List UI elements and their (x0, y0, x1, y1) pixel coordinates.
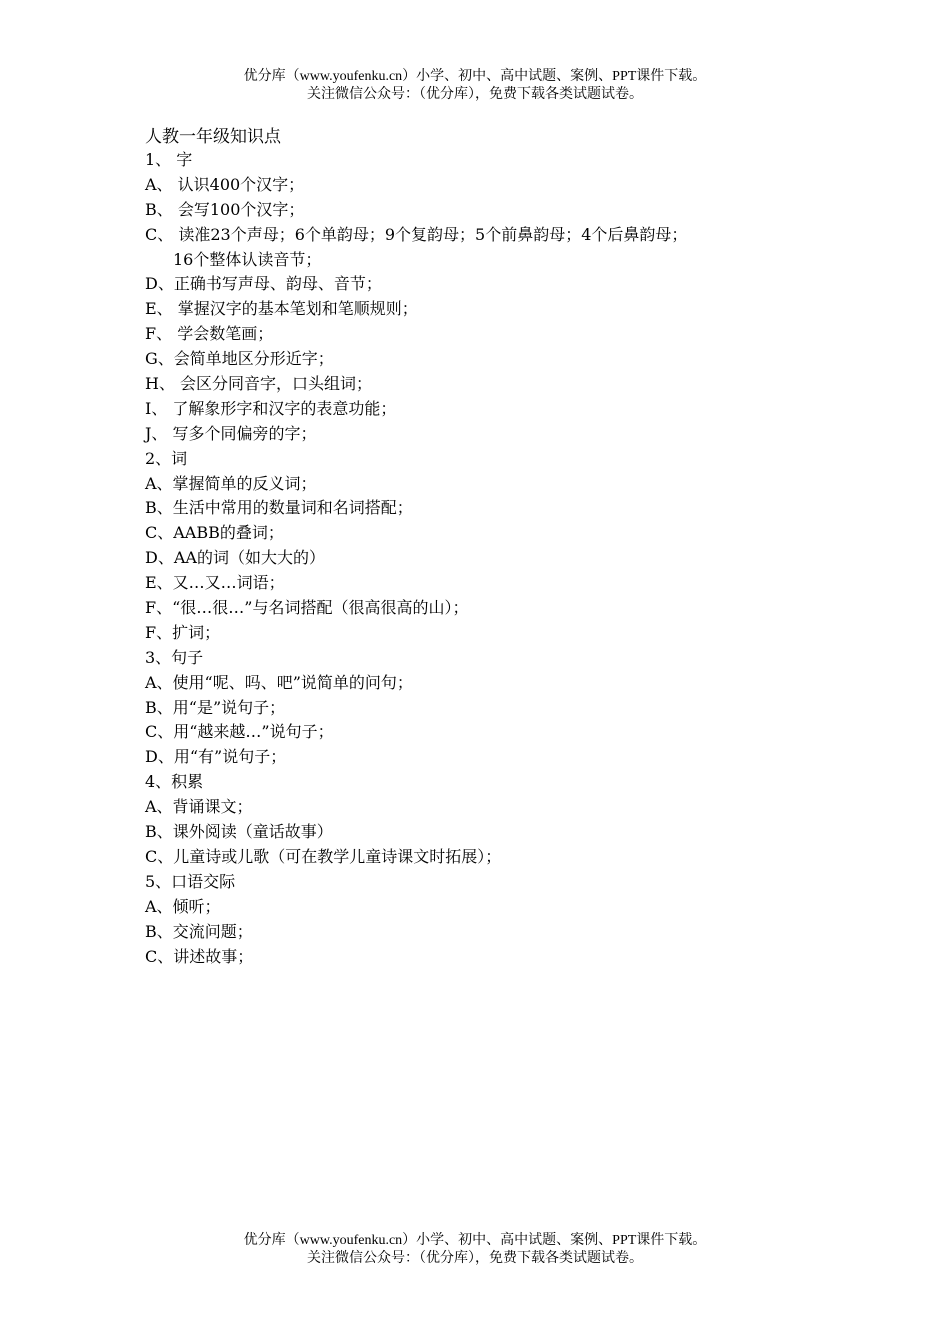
list-item: I、 了解象形字和汉字的表意功能； (145, 398, 397, 418)
list-item: E、 掌握汉字的基本笔划和笔顺规则； (145, 299, 418, 319)
header-line-2: 关注微信公众号：（优分库），免费下载各类试题试卷。 (307, 87, 643, 102)
list-item: F、“很…很…”与名词搭配（很高很高的山）； (145, 598, 469, 618)
list-item: F、 学会数笔画； (145, 324, 274, 344)
list-item: A、 认识400个汉字； (145, 174, 305, 194)
list-item: H、 会区分同音字，口头组词； (145, 374, 373, 394)
section-heading-accumulation: 4、积累 (145, 772, 204, 792)
list-item: D、AA的词（如大大的） (145, 548, 325, 568)
footer-line-2: 关注微信公众号：（优分库），免费下载各类试题试卷。 (307, 1251, 643, 1266)
document-title: 人教一年级知识点 (145, 127, 281, 147)
page-footer (0, 1232, 950, 1268)
section-heading-sentences: 3、句子 (145, 647, 204, 667)
list-item: E、又…又…词语； (145, 573, 285, 593)
section-heading-oral-communication: 5、口语交际 (145, 871, 236, 891)
section-heading-characters: 1、 字 (145, 150, 193, 169)
list-item: D、用“有”说句子； (145, 747, 287, 767)
list-item: C、 读准23个声母；6个单韵母；9个复韵母；5个前鼻韵母；4个后鼻韵母； (145, 224, 688, 244)
page-header (0, 68, 950, 104)
list-item: A、倾听； (145, 896, 221, 916)
list-item: D、正确书写声母、韵母、音节； (145, 274, 382, 294)
list-item: G、会简单地区分形近字； (145, 349, 334, 369)
list-item-continuation: 16个整体认读音节； (173, 249, 322, 269)
footer-line-1: 优分库（www.youfenku.cn）小学、初中、高中试题、案例、PPT课件下载。 (243, 1233, 707, 1248)
header-line-1: 优分库（www.youfenku.cn）小学、初中、高中试题、案例、PPT课件下载。 (243, 69, 707, 84)
list-item: F、扩词； (145, 622, 221, 642)
list-item: C、讲述故事； (145, 946, 254, 966)
list-item: B、课外阅读（童话故事） (145, 822, 333, 842)
list-item: A、掌握简单的反义词； (145, 473, 317, 493)
list-item: A、背诵课文； (145, 797, 253, 817)
list-item: C、AABB的叠词； (145, 523, 284, 543)
list-item: B、交流问题； (145, 921, 253, 941)
list-item: B、生活中常用的数量词和名词搭配； (145, 498, 413, 518)
document-body (145, 126, 825, 969)
section-heading-words: 2、词 (145, 448, 188, 468)
list-item: B、用“是”说句子； (145, 697, 286, 717)
list-item: A、使用“呢、吗、吧”说简单的问句； (145, 672, 413, 692)
list-item: C、用“越来越…”说句子； (145, 722, 334, 742)
list-item: B、 会写100个汉字； (145, 199, 305, 219)
list-item: C、儿童诗或儿歌（可在教学儿童诗课文时拓展）； (145, 846, 502, 866)
list-item: J、 写多个同偏旁的字； (145, 423, 317, 443)
